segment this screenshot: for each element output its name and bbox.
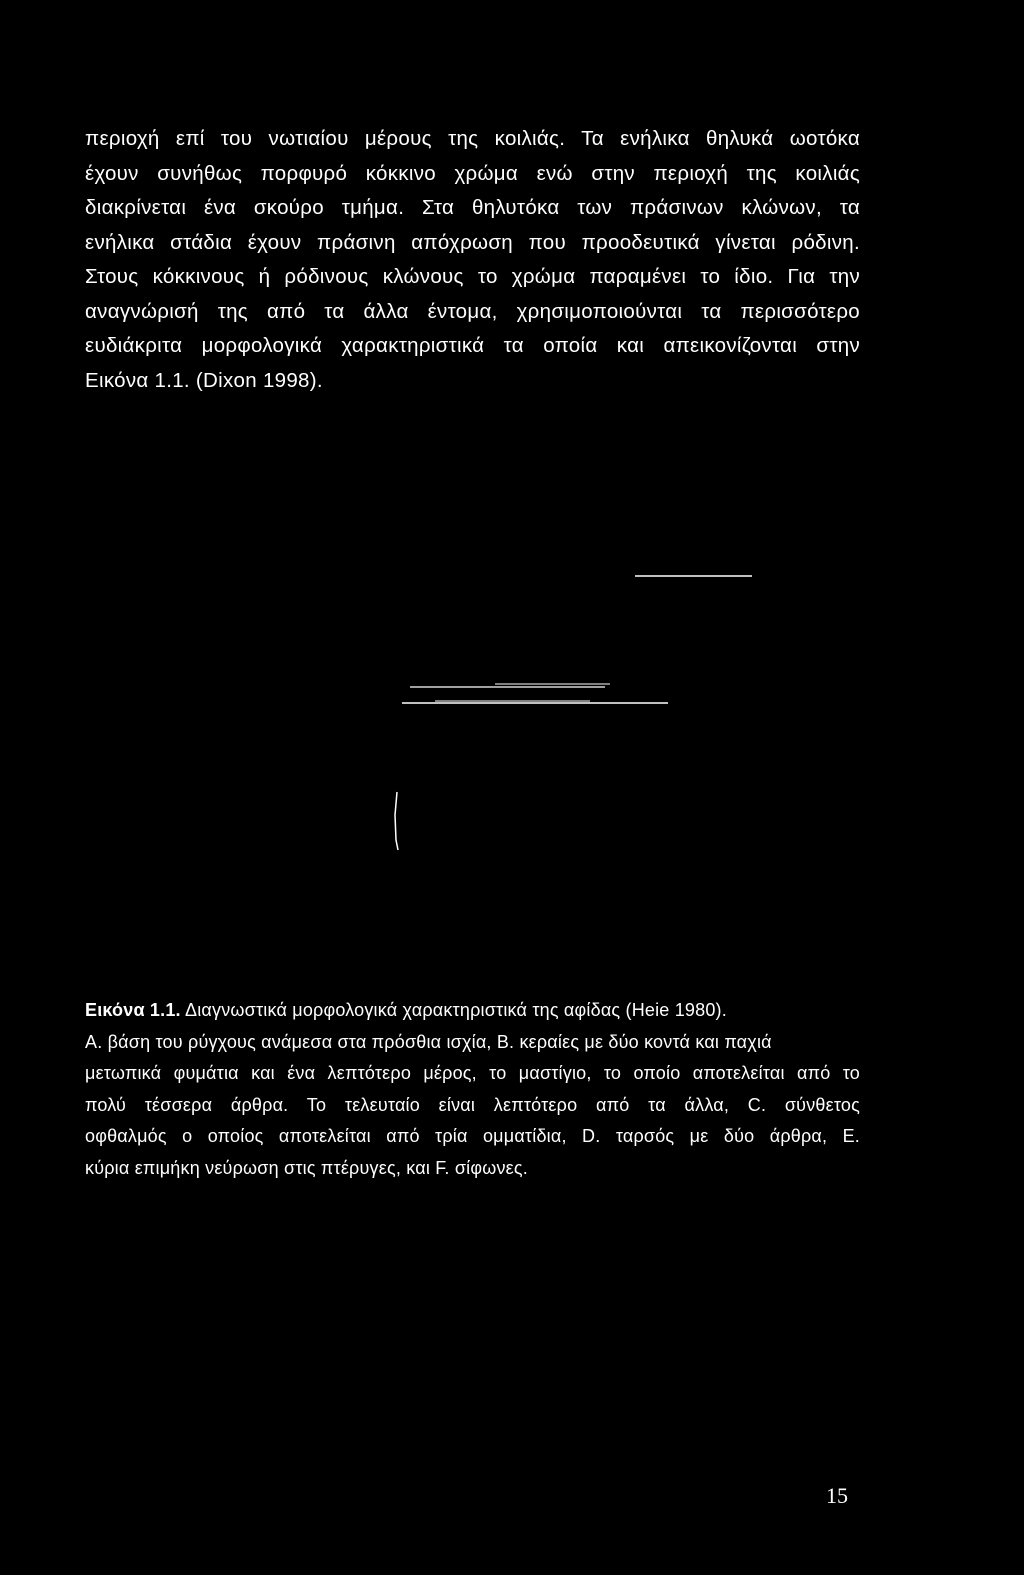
body-line: ευδιάκριτα μορφολογικά χαρακτηριστικά τα οποία και απεικονίζονται στην [85, 334, 860, 357]
page-number: 15 [826, 1483, 848, 1508]
body-line: αναγνώρισή της από τα άλλα έντομα, χρησιμοποιούνται τα περισσότερο [85, 299, 860, 323]
caption-title: Διαγνωστικά μορφολογικά χαρακτηριστικά της αφίδας (Heie 1980). [184, 1000, 727, 1020]
caption-line: πολύ τέσσερα άρθρα. Το τελευταίο είναι λεπτότερο από τα άλλα, C. σύνθετος [85, 1094, 860, 1115]
caption-label: Εικόνα 1.1. [85, 1000, 181, 1020]
body-line: ενήλικα στάδια έχουν πράσινη απόχρωση που προοδευτικά γίνεται ρόδινη. [85, 230, 860, 254]
figure-vertical-stroke [395, 792, 398, 850]
body-line: Στους κόκκινους ή ρόδινους κλώνους το χρώμα παραμένει το ίδιο. Για την [85, 265, 860, 288]
body-line: έχουν συνήθως πορφυρό κόκκινο χρώμα ενώ στην περιοχή της κοιλιάς [85, 161, 860, 185]
figure-remnant-strokes-icon [380, 560, 780, 870]
caption-line: κύρια επιμήκη νεύρωση στις πτέρυγες, και F. σίφωνες. [85, 1157, 528, 1178]
body-line: διακρίνεται ένα σκούρο τμήμα. Στα θηλυτόκα των πράσινων κλώνων, τα [85, 196, 860, 219]
aphid-morphology-figure [380, 560, 780, 870]
caption-heading [85, 995, 860, 1027]
figure-caption [85, 995, 860, 1184]
caption-line: A. βάση του ρύγχους ανάμεσα στα πρόσθια ισχία, B. κεραίες με δύο κοντά και παχιά [85, 1031, 772, 1052]
body-line: Εικόνα 1.1. (Dixon 1998). [85, 368, 323, 392]
body-line: περιοχή επί του νωτιαίου μέρους της κοιλιάς. Τα ενήλικα θηλυκά ωοτόκα [85, 127, 860, 150]
caption-line: μετωπικά φυμάτια και ένα λεπτότερο μέρος, το μαστίγιο, το οποίο αποτελείται από το [85, 1063, 860, 1083]
caption-line: οφθαλμός ο οποίος αποτελείται από τρία ομματίδια, D. ταρσός με δύο άρθρα, E. [85, 1126, 860, 1146]
body-paragraph [85, 122, 860, 398]
